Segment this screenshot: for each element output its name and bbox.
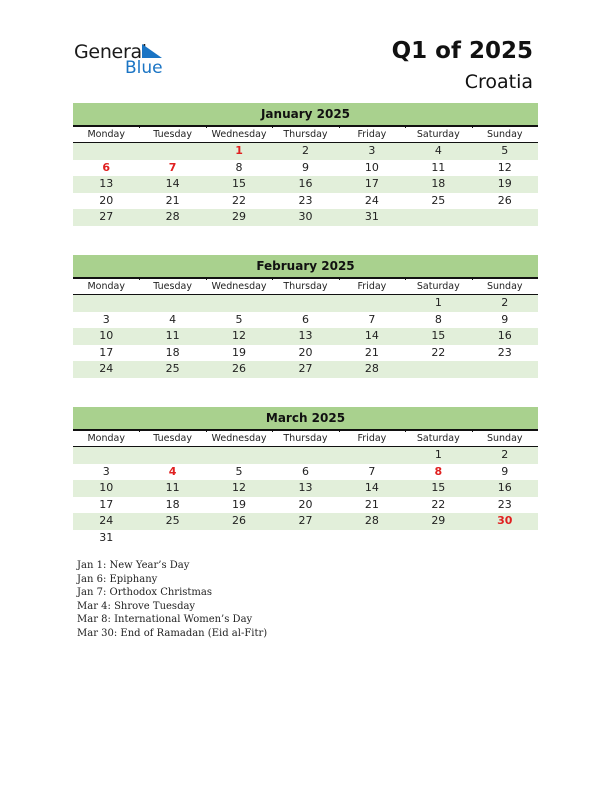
day-cell: 2 bbox=[501, 296, 509, 309]
day-cell: 31 bbox=[364, 210, 379, 223]
day-cell: 1 bbox=[434, 448, 442, 461]
day-cell: 7 bbox=[368, 464, 376, 478]
logo bbox=[74, 41, 163, 78]
country-name: Croatia bbox=[464, 71, 533, 93]
day-cell: 14 bbox=[364, 481, 379, 494]
weekday-label: Sunday bbox=[472, 279, 538, 294]
day-cell: 4 bbox=[434, 144, 442, 157]
weekday-label: Saturday bbox=[405, 279, 471, 294]
page-title: Q1 of 2025 bbox=[391, 38, 533, 64]
day-cell: 10 bbox=[99, 481, 114, 494]
day-cell: 17 bbox=[364, 177, 379, 190]
day-cell bbox=[206, 530, 272, 547]
day-cell: 27 bbox=[99, 210, 114, 223]
day-cell: 20 bbox=[298, 497, 313, 511]
week-row bbox=[73, 497, 538, 514]
day-cell: 6 bbox=[301, 464, 309, 478]
week-row bbox=[73, 176, 538, 193]
day-cell: 29 bbox=[232, 210, 247, 223]
day-cell: 3 bbox=[368, 144, 376, 157]
day-cell: 11 bbox=[165, 481, 180, 494]
holiday-note: Mar 30: End of Ramadan (Eid al-Fitr) bbox=[77, 627, 268, 639]
day-cell bbox=[405, 530, 471, 547]
month-calendar bbox=[73, 103, 538, 226]
week-row bbox=[73, 513, 538, 530]
holiday-day-cell: 6 bbox=[102, 160, 111, 174]
day-cell bbox=[206, 295, 272, 312]
holiday-note: Jan 7: Orthodox Christmas bbox=[77, 587, 212, 598]
weekday-header bbox=[73, 125, 538, 143]
day-cell: 14 bbox=[165, 177, 180, 190]
logo-general: General bbox=[74, 41, 147, 63]
day-cell: 2 bbox=[301, 144, 309, 157]
weekday-label: Wednesday bbox=[206, 127, 272, 142]
weekday-label: Saturday bbox=[405, 127, 471, 142]
day-cell: 29 bbox=[431, 514, 446, 527]
day-cell: 5 bbox=[501, 144, 509, 157]
weekday-label: Wednesday bbox=[206, 431, 272, 446]
weekday-label: Tuesday bbox=[139, 431, 205, 446]
day-cell bbox=[272, 530, 338, 547]
day-cell: 25 bbox=[165, 514, 180, 527]
day-cell: 28 bbox=[364, 514, 379, 527]
day-cell: 7 bbox=[368, 312, 376, 326]
day-cell: 26 bbox=[232, 362, 247, 375]
day-cell: 12 bbox=[232, 329, 247, 342]
day-cell: 15 bbox=[232, 177, 247, 190]
day-cell bbox=[206, 447, 272, 464]
weekday-label: Wednesday bbox=[206, 279, 272, 294]
day-cell: 3 bbox=[102, 312, 110, 326]
day-cell: 6 bbox=[301, 312, 309, 326]
weekday-header bbox=[73, 277, 538, 295]
week-row bbox=[73, 295, 538, 312]
week-row bbox=[73, 447, 538, 464]
weekday-label: Friday bbox=[339, 431, 405, 446]
day-cell bbox=[472, 361, 538, 378]
holiday-day-cell: 8 bbox=[434, 464, 443, 478]
holiday-day-cell: 30 bbox=[497, 514, 513, 527]
weekday-label: Saturday bbox=[405, 431, 471, 446]
day-cell: 11 bbox=[165, 329, 180, 342]
day-cell: 18 bbox=[431, 177, 446, 190]
day-cell bbox=[139, 143, 205, 160]
day-cell: 24 bbox=[99, 362, 114, 375]
weekday-label: Monday bbox=[87, 281, 125, 292]
day-cell: 16 bbox=[497, 329, 512, 342]
day-cell bbox=[405, 361, 471, 378]
day-cell bbox=[472, 209, 538, 226]
day-cell: 30 bbox=[298, 210, 313, 223]
day-cell: 9 bbox=[301, 160, 309, 174]
day-cell: 13 bbox=[298, 329, 313, 342]
week-row bbox=[73, 345, 538, 362]
day-cell: 8 bbox=[235, 160, 243, 174]
week-row bbox=[73, 193, 538, 210]
day-cell: 2 bbox=[501, 448, 509, 461]
holiday-day-cell: 4 bbox=[168, 464, 177, 478]
day-cell: 23 bbox=[497, 345, 512, 359]
day-cell: 23 bbox=[298, 193, 313, 207]
day-cell bbox=[139, 447, 205, 464]
day-cell bbox=[339, 447, 405, 464]
day-cell: 18 bbox=[165, 345, 180, 359]
day-cell: 10 bbox=[99, 329, 114, 342]
month-calendar bbox=[73, 255, 538, 378]
day-cell: 15 bbox=[431, 329, 446, 342]
week-row bbox=[73, 209, 538, 226]
day-cell bbox=[339, 295, 405, 312]
day-cell: 13 bbox=[298, 481, 313, 494]
day-cell: 19 bbox=[232, 345, 247, 359]
day-cell: 20 bbox=[298, 345, 313, 359]
day-cell: 26 bbox=[497, 193, 512, 207]
day-cell: 5 bbox=[235, 312, 243, 326]
weekday-label: Sunday bbox=[472, 431, 538, 446]
day-cell: 21 bbox=[364, 497, 379, 511]
weekday-label: Tuesday bbox=[139, 127, 205, 142]
weekday-label: Sunday bbox=[472, 127, 538, 142]
week-row bbox=[73, 361, 538, 378]
day-cell: 31 bbox=[99, 530, 114, 544]
day-cell: 9 bbox=[501, 464, 509, 478]
day-cell: 21 bbox=[165, 193, 180, 207]
day-cell: 19 bbox=[497, 177, 512, 190]
day-cell: 12 bbox=[497, 160, 512, 174]
day-cell: 13 bbox=[99, 177, 114, 190]
day-cell: 14 bbox=[364, 329, 379, 342]
day-cell: 4 bbox=[169, 312, 177, 326]
day-cell: 23 bbox=[497, 497, 512, 511]
day-cell: 16 bbox=[497, 481, 512, 494]
logo-triangle-icon bbox=[142, 44, 162, 58]
day-cell: 11 bbox=[431, 160, 446, 174]
holiday-note: Mar 8: International Women’s Day bbox=[77, 614, 253, 625]
day-cell: 24 bbox=[99, 514, 114, 527]
day-cell bbox=[405, 209, 471, 226]
holiday-list bbox=[77, 559, 267, 640]
day-cell: 22 bbox=[431, 345, 446, 359]
day-cell: 17 bbox=[99, 497, 114, 511]
day-cell: 16 bbox=[298, 177, 313, 190]
month-calendar bbox=[73, 407, 538, 546]
day-cell: 15 bbox=[431, 481, 446, 494]
day-cell: 27 bbox=[298, 362, 313, 375]
weekday-label: Monday bbox=[87, 129, 125, 140]
day-cell bbox=[73, 143, 139, 160]
day-cell: 10 bbox=[364, 160, 379, 174]
day-cell: 28 bbox=[165, 210, 180, 223]
day-cell: 28 bbox=[364, 362, 379, 375]
month-title: February 2025 bbox=[73, 255, 538, 277]
weekday-label: Monday bbox=[87, 433, 125, 444]
day-cell bbox=[139, 295, 205, 312]
weekday-label: Friday bbox=[339, 279, 405, 294]
week-row bbox=[73, 143, 538, 160]
day-cell: 9 bbox=[501, 312, 509, 326]
week-row bbox=[73, 530, 538, 547]
day-cell: 22 bbox=[431, 497, 446, 511]
day-cell: 19 bbox=[232, 497, 247, 511]
day-cell: 20 bbox=[99, 193, 114, 207]
day-cell: 25 bbox=[165, 362, 180, 375]
holiday-note: Jan 1: New Year’s Day bbox=[77, 560, 190, 571]
day-cell bbox=[139, 530, 205, 547]
day-cell: 22 bbox=[232, 193, 247, 207]
holiday-note: Mar 4: Shrove Tuesday bbox=[77, 600, 196, 612]
logo-blue: Blue bbox=[125, 58, 163, 78]
week-row bbox=[73, 464, 538, 481]
holiday-day-cell: 7 bbox=[168, 160, 177, 174]
day-cell bbox=[472, 530, 538, 547]
day-cell bbox=[339, 530, 405, 547]
day-cell: 1 bbox=[434, 296, 442, 309]
day-cell: 17 bbox=[99, 345, 114, 359]
holiday-day-cell: 1 bbox=[235, 144, 243, 157]
day-cell: 21 bbox=[364, 345, 379, 359]
weekday-label: Tuesday bbox=[139, 279, 205, 294]
weekday-label: Thursday bbox=[272, 431, 338, 446]
day-cell: 25 bbox=[431, 193, 446, 207]
week-row bbox=[73, 312, 538, 329]
weekday-label: Friday bbox=[339, 127, 405, 142]
day-cell: 18 bbox=[165, 497, 180, 511]
day-cell: 24 bbox=[364, 193, 379, 207]
day-cell bbox=[272, 295, 338, 312]
day-cell: 12 bbox=[232, 481, 247, 494]
day-cell bbox=[73, 447, 139, 464]
weekday-label: Thursday bbox=[272, 279, 338, 294]
day-cell bbox=[272, 447, 338, 464]
day-cell: 26 bbox=[232, 514, 247, 527]
month-title: January 2025 bbox=[73, 103, 538, 125]
day-cell: 27 bbox=[298, 514, 313, 527]
week-row bbox=[73, 160, 538, 177]
weekday-label: Thursday bbox=[272, 127, 338, 142]
month-title: March 2025 bbox=[73, 407, 538, 429]
holiday-note: Jan 6: Epiphany bbox=[77, 573, 158, 585]
day-cell: 5 bbox=[235, 464, 243, 478]
day-cell: 3 bbox=[102, 464, 110, 478]
week-row bbox=[73, 480, 538, 497]
week-row bbox=[73, 328, 538, 345]
day-cell bbox=[73, 295, 139, 312]
weekday-header bbox=[73, 429, 538, 447]
day-cell: 8 bbox=[434, 312, 442, 326]
